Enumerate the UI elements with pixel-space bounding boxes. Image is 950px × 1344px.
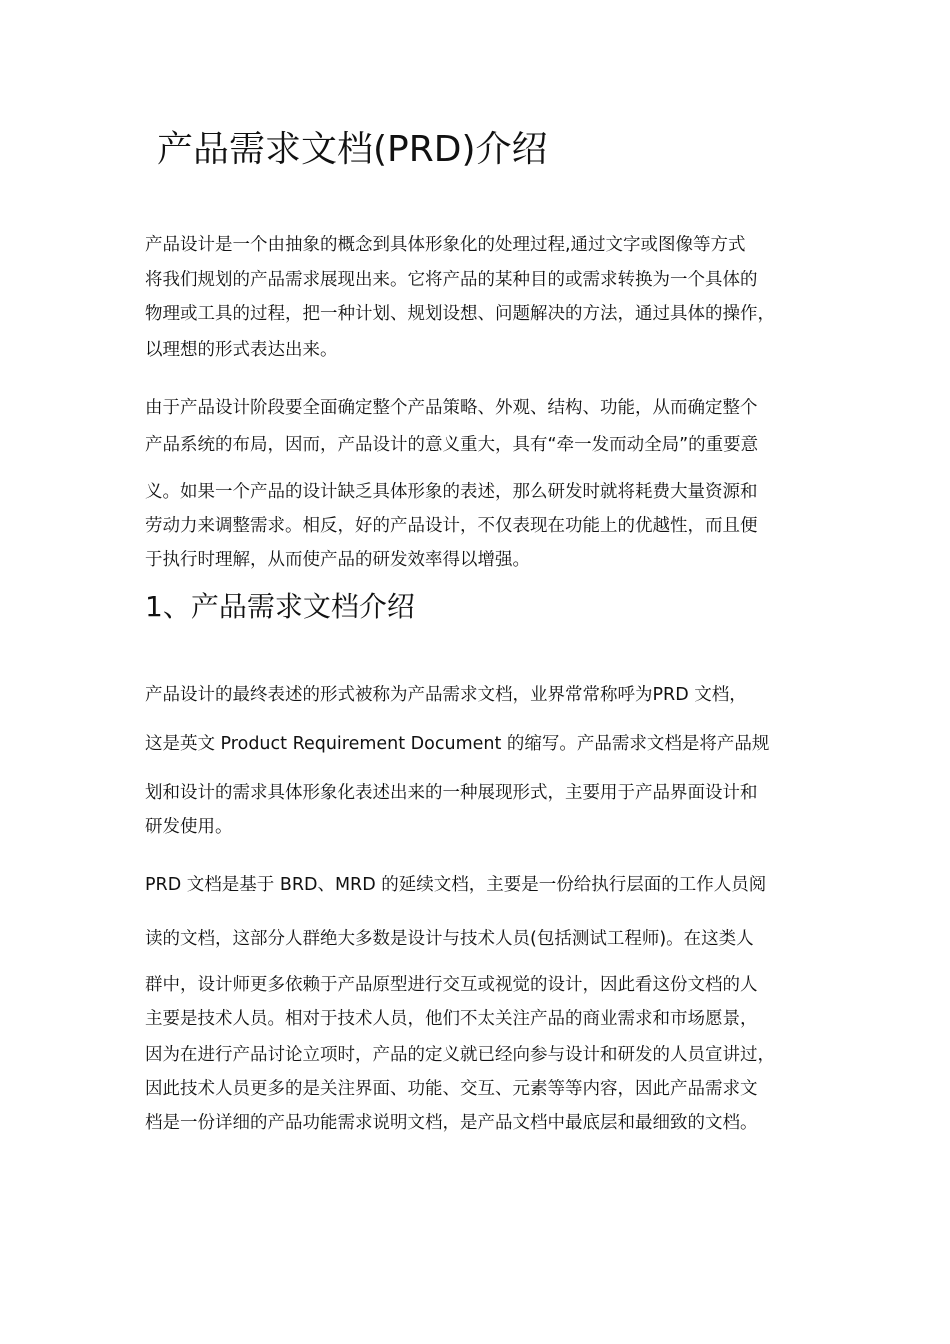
text-line: 将我们规划的产品需求展现出来。它将产品的某种目的或需求转换为一个具体的	[145, 270, 758, 290]
text-line: 产品设计是一个由抽象的概念到具体形象化的处理过程,通过文字或图像等方式	[145, 235, 746, 255]
document-title: 产品需求文档(PRD)介绍	[157, 129, 548, 170]
text-line: 读的文档，这部分人群绝大多数是设计与技术人员(包括测试工程师)。在这类人	[145, 929, 754, 949]
section-heading: 1、产品需求文档介绍	[145, 590, 415, 623]
text-line: 以理想的形式表达出来。	[145, 340, 338, 360]
text-line: 因为在进行产品讨论立项时，产品的定义就已经向参与设计和研发的人员宣讲过，	[145, 1045, 775, 1065]
text-line: 群中，设计师更多依赖于产品原型进行交互或视觉的设计，因此看这份文档的人	[145, 975, 758, 995]
text-line: 义。如果一个产品的设计缺乏具体形象的表述，那么研发时就将耗费大量资源和	[145, 482, 758, 502]
text-line: PRD 文档是基于 BRD、MRD 的延续文档，主要是一份给执行层面的工作人员阅	[145, 875, 767, 895]
text-line: 劳动力来调整需求。相反，好的产品设计，不仅表现在功能上的优越性，而且便	[145, 516, 758, 536]
text-line: 划和设计的需求具体形象化表述出来的一种展现形式，主要用于产品界面设计和	[145, 783, 758, 803]
text-line: 研发使用。	[145, 817, 233, 837]
text-line: 于执行时理解，从而使产品的研发效率得以增强。	[145, 550, 530, 570]
text-line: 主要是技术人员。相对于技术人员，他们不太关注产品的商业需求和市场愿景，	[145, 1009, 758, 1029]
text-line: 档是一份详细的产品功能需求说明文档，是产品文档中最底层和最细致的文档。	[145, 1113, 758, 1133]
text-line: 由于产品设计阶段要全面确定整个产品策略、外观、结构、功能，从而确定整个	[145, 398, 758, 418]
text-line: 因此技术人员更多的是关注界面、功能、交互、元素等等内容，因此产品需求文	[145, 1079, 758, 1099]
text-line: 产品设计的最终表述的形式被称为产品需求文档，业界常常称呼为PRD 文档，	[145, 685, 747, 705]
text-line: 产品系统的布局，因而，产品设计的意义重大，具有“牵一发而动全局”的重要意	[145, 435, 759, 455]
text-line: 物理或工具的过程，把一种计划、规划设想、问题解决的方法，通过具体的操作，	[145, 304, 775, 324]
text-line: 这是英文 Product Requirement Document 的缩写。产品需求文档是将产品规	[145, 734, 770, 754]
